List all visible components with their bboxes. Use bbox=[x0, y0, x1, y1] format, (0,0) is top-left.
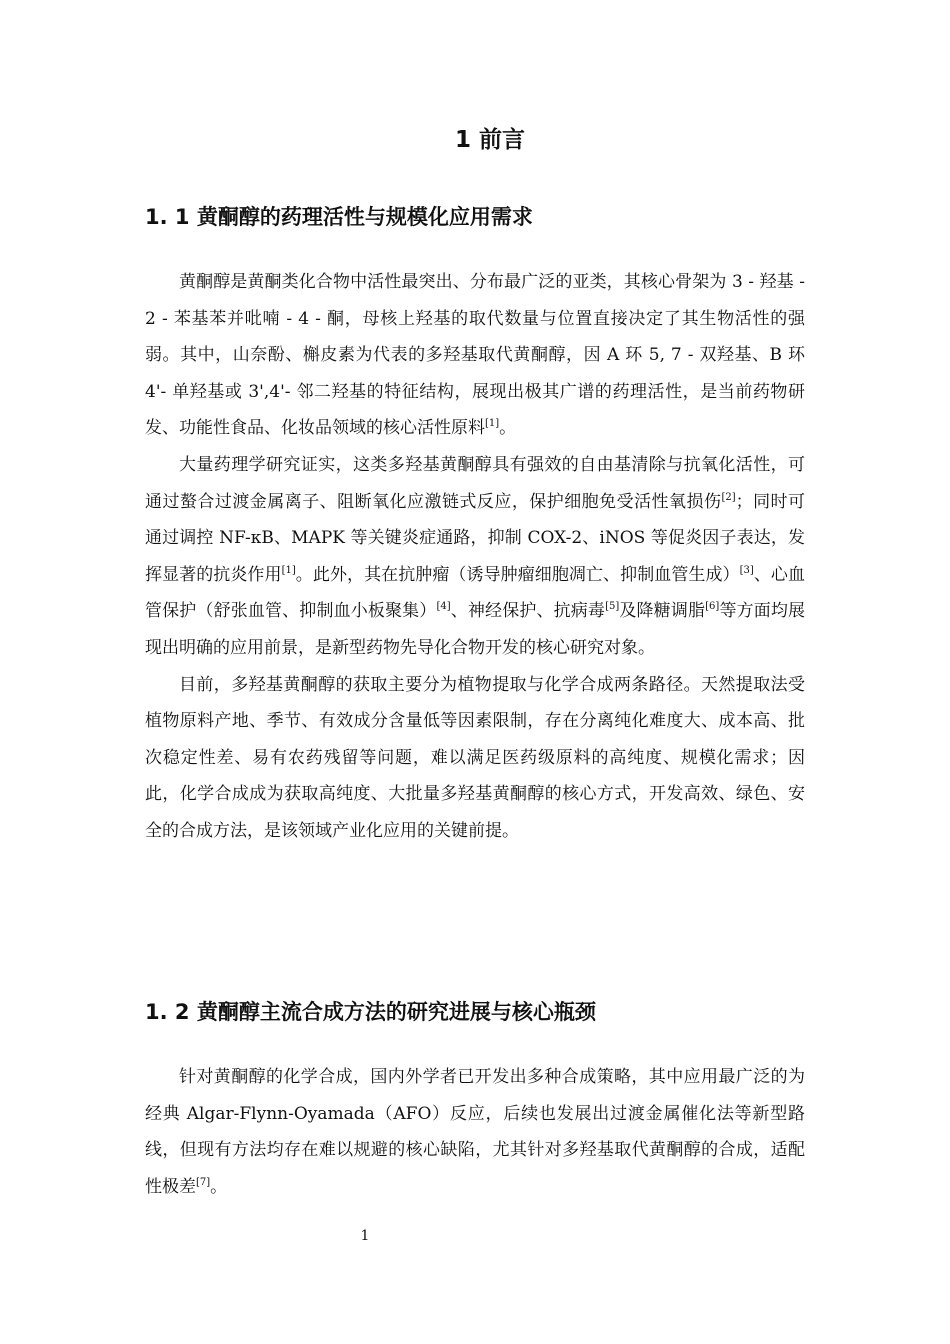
paragraph-pharmacology bbox=[145, 447, 805, 667]
paragraph-text: 及降糖调脂 bbox=[619, 601, 706, 622]
paragraph-text: 黄酮醇是黄酮类化合物中活性最突出、分布最广泛的亚类，其核心骨架为 3 - 羟基 - 2 - 苯基苯并吡喃 - 4 - 酮，母核上羟基的取代数量与位置直接决定了其生物活性的强弱。其中，山奈酚、槲皮素为代表的多羟基取代黄酮醇，因 A 环 5, 7 - 双羟基、B 环 4'- 单羟基或 3',4'- 邻二羟基的特征结构，展现出极其广谱的药理活性，是当前药物研发、功能性食品、化妆品领域的核心活性原料 bbox=[145, 272, 805, 439]
citation: [5] bbox=[605, 601, 620, 613]
citation: [4] bbox=[436, 601, 451, 613]
paragraph-text: 、心血管保护（舒张血管、抑制血小板聚集） bbox=[145, 564, 806, 622]
paragraph-text: 针对黄酮醇的化学合成，国内外学者已开发出多种合成策略，其中应用最广泛的为经典 Algar-Flynn-Oyamada（AFO）反应，后续也发展出过渡金属催化法等新型路线，但现有方法均存在难以规避的核心缺陷，尤其针对多羟基取代黄酮醇的合成，适配性极差 bbox=[145, 1067, 805, 1197]
paragraph-text: 。此外，其在抗肿瘤（诱导肿瘤细胞凋亡、抑制血管生成） bbox=[295, 564, 740, 585]
chapter-title: 1 前言 bbox=[454, 127, 525, 153]
paragraph-text: 大量药理学研究证实，这类多羟基黄酮醇具有强效的自由基清除与抗氧化活性，可通过螯合过渡金属离子、阻断氧化应激链式反应，保护细胞免受活性氧损伤 bbox=[145, 454, 805, 512]
citation: [7] bbox=[196, 1176, 211, 1188]
paragraph-text: 。 bbox=[499, 418, 517, 439]
citation: [1] bbox=[281, 564, 296, 576]
paragraph-text: ；同时可通过调控 NF-κB、MAPK 等关键炎症通路，抑制 COX-2、iNOS 等促炎因子表达，发挥显著的抗炎作用 bbox=[145, 491, 806, 585]
paragraph-text: 等方面均展现出明确的应用前景，是新型药物先导化合物开发的核心研究对象。 bbox=[145, 601, 806, 658]
paragraph-acquisition: 目前，多羟基黄酮醇的获取主要分为植物提取与化学合成两条路径。天然提取法受植物原料产地、季节、有效成分含量低等因素限制，存在分离纯化难度大、成本高、批次稳定性差、易有农药残留等问题，难以满足医药级原料的高纯度、规模化需求；因此，化学合成成为获取高纯度、大批量多羟基黄酮醇的核心方式，开发高效、绿色、安全的合成方法，是该领域产业化应用的关键前提。 bbox=[145, 674, 805, 841]
citation: [1] bbox=[485, 418, 500, 430]
paragraph-text: 。 bbox=[210, 1176, 228, 1197]
paragraph-text: 、神经保护、抗病毒 bbox=[450, 601, 606, 622]
section-1-1-body bbox=[145, 264, 805, 850]
page-number: 1 bbox=[360, 1228, 370, 1244]
citation: [6] bbox=[705, 601, 720, 613]
section-title-1-1: 1. 1 黄酮醇的药理活性与规模化应用需求 bbox=[145, 205, 533, 229]
paragraph-intro-flavonol bbox=[145, 264, 805, 447]
citation: [3] bbox=[739, 564, 754, 576]
section-1-2-body bbox=[145, 1059, 805, 1205]
section-title-1-2: 1. 2 黄酮醇主流合成方法的研究进展与核心瓶颈 bbox=[145, 1000, 596, 1024]
citation: [2] bbox=[721, 491, 736, 503]
paragraph-synthesis-methods bbox=[145, 1059, 805, 1205]
